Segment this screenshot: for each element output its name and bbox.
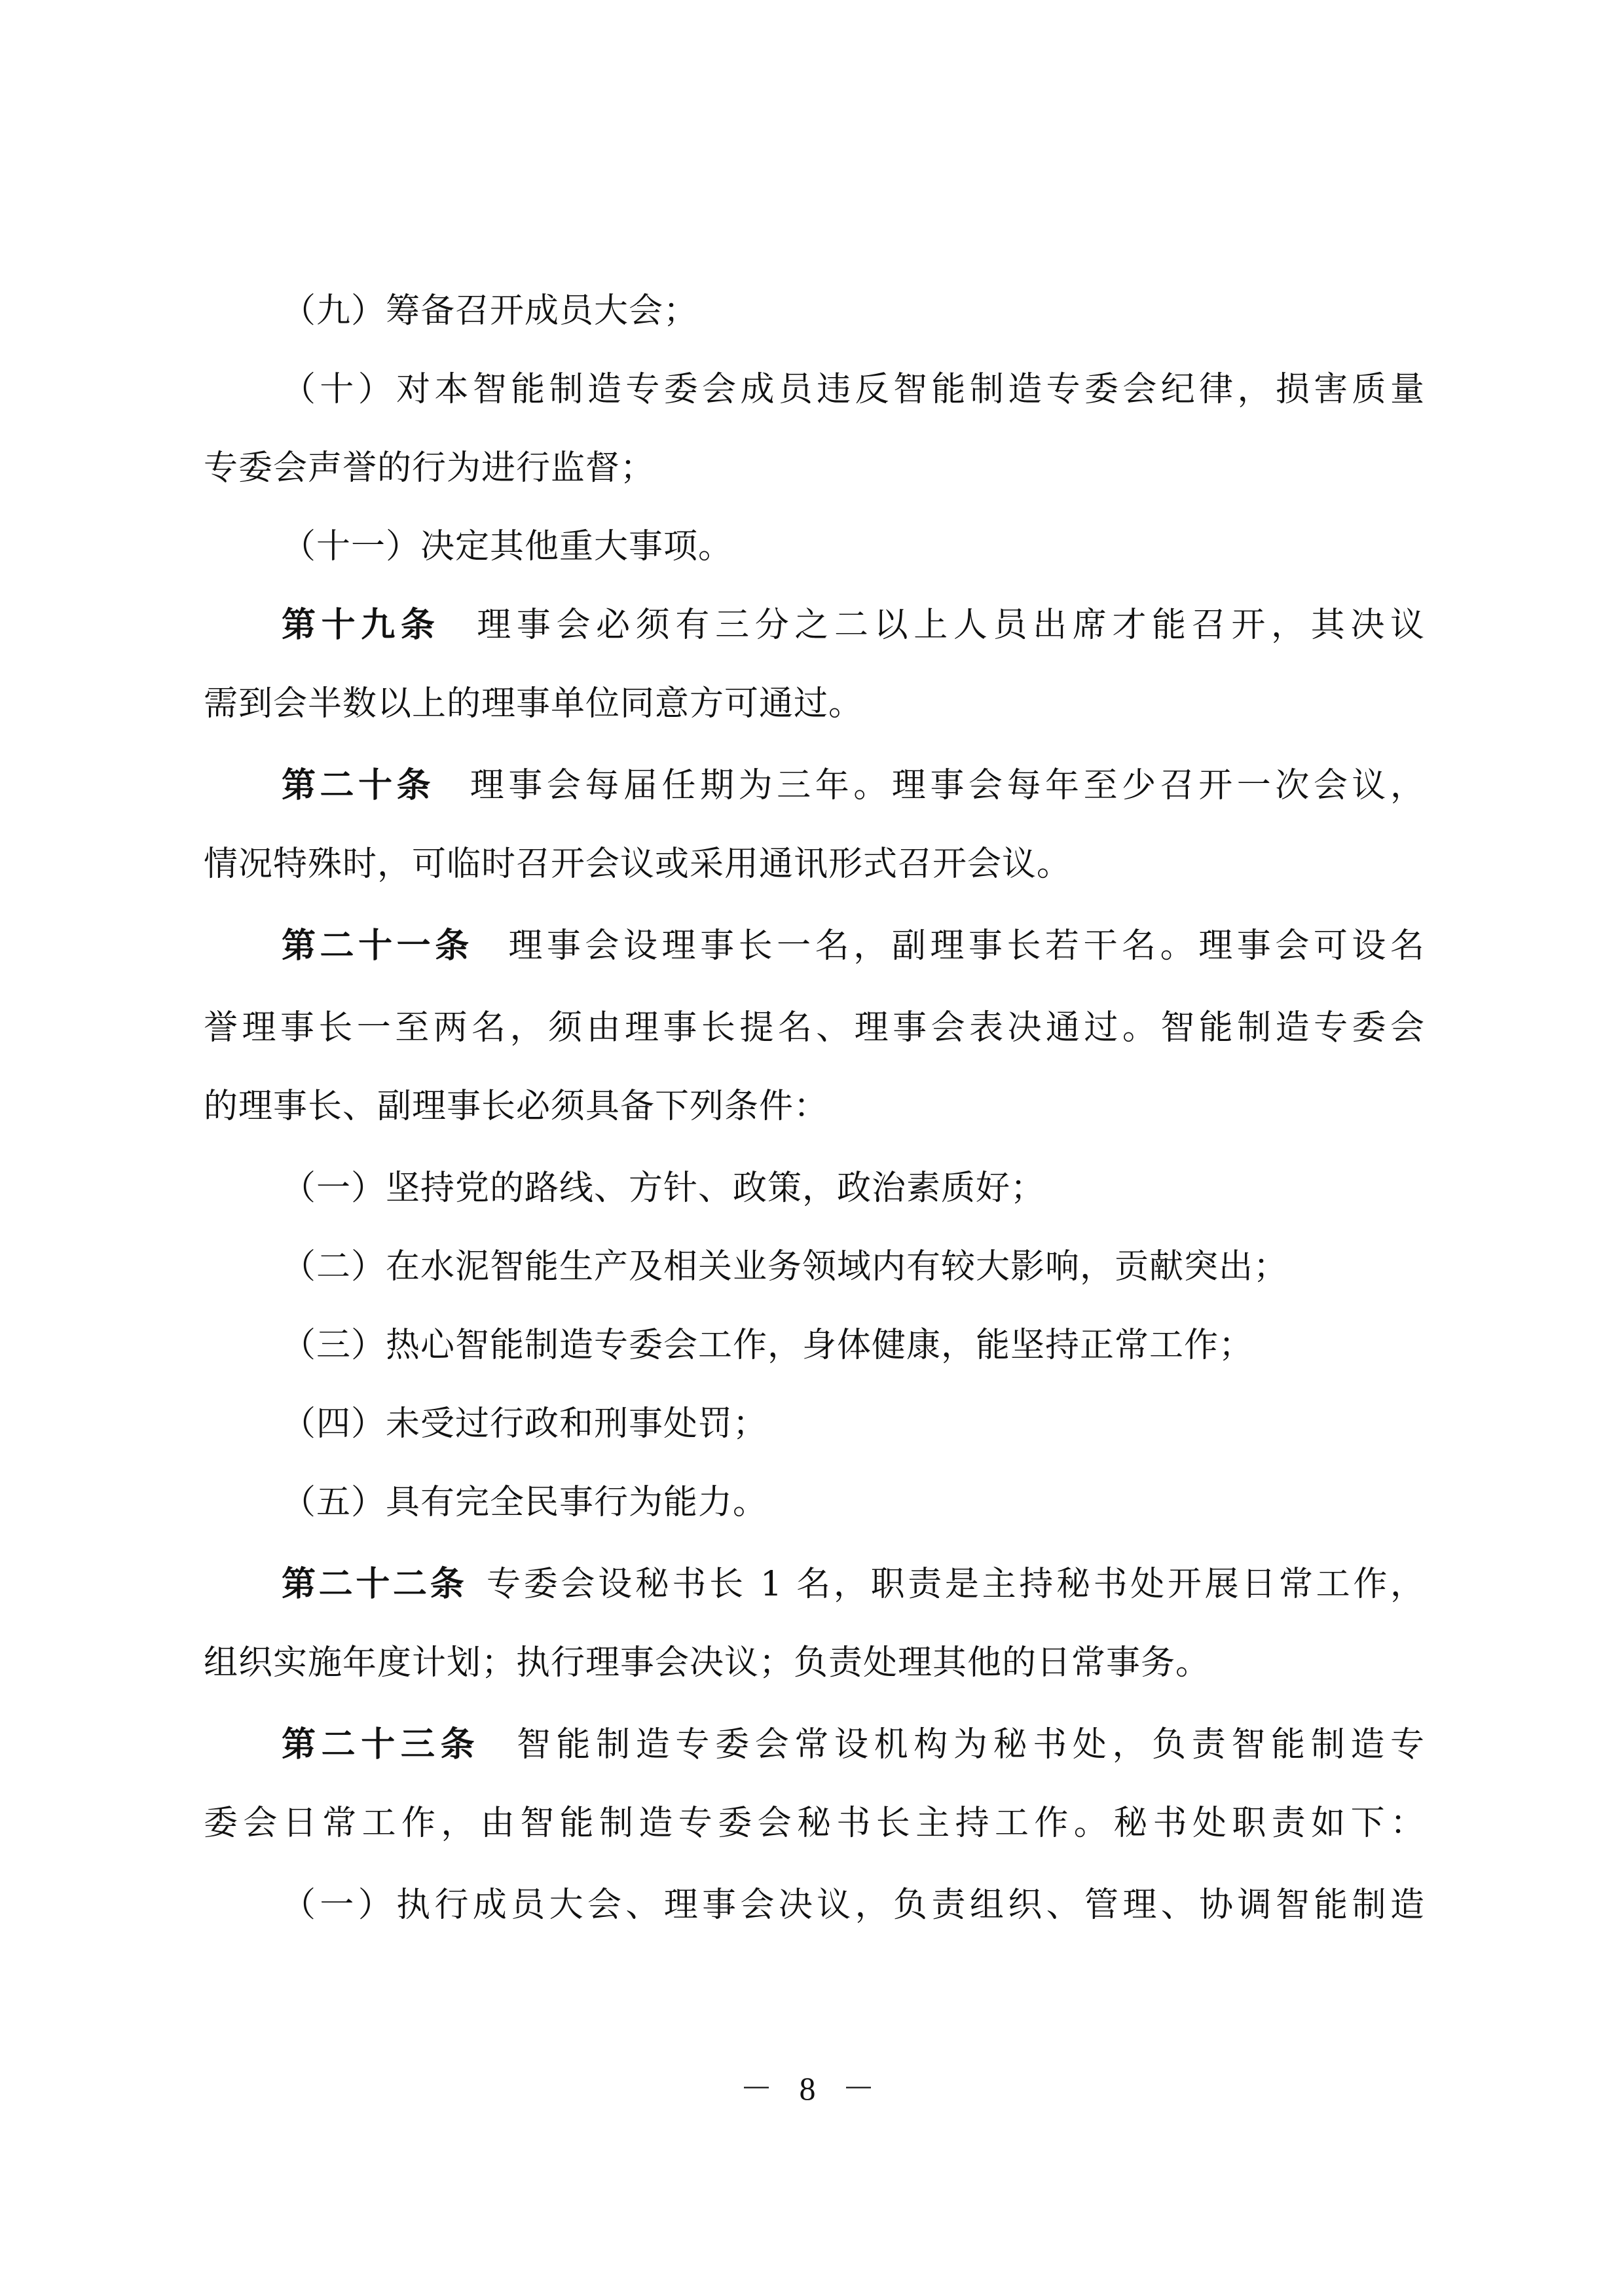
clause-10-continued bbox=[204, 432, 1425, 504]
condition-4 bbox=[282, 1388, 1425, 1460]
article-22 bbox=[282, 1548, 1425, 1620]
article-text: 委会日常工作，由智能制造专委会秘书长主持工作。秘书处职责如下： bbox=[204, 1804, 1425, 1843]
condition-1 bbox=[282, 1152, 1425, 1224]
clause-text: （十一）决定其他重大事项。 bbox=[282, 527, 733, 566]
article-20-continued bbox=[204, 828, 1425, 900]
condition-2 bbox=[282, 1231, 1425, 1303]
article-text: 智能制造专委会常设机构为秘书处，负责智能制造专 bbox=[511, 1725, 1425, 1764]
condition-text: （二）在水泥智能生产及相关业务领域内有较大影响，贡献突出； bbox=[282, 1247, 1289, 1286]
article-text: 理事会设理事长一名，副理事长若干名。理事会可设名 bbox=[504, 926, 1425, 966]
condition-5 bbox=[282, 1467, 1425, 1539]
article-21-continued-2 bbox=[204, 1070, 1425, 1142]
clause-11 bbox=[282, 511, 1425, 583]
article-heading: 第十九条 bbox=[282, 605, 441, 645]
duty-text: （一）执行成员大会、理事会决议，负责组织、管理、协调智能制造 bbox=[282, 1886, 1425, 1925]
condition-3 bbox=[282, 1309, 1425, 1381]
article-21-continued-1 bbox=[204, 992, 1425, 1064]
clause-text: （十）对本智能制造专委会成员违反智能制造专委会纪律，损害质量 bbox=[282, 370, 1425, 409]
clause-9 bbox=[282, 275, 1425, 347]
article-heading: 第二十条 bbox=[282, 765, 435, 805]
condition-text: （四）未受过行政和刑事处罚； bbox=[282, 1404, 768, 1444]
condition-text: （五）具有完全民事行为能力。 bbox=[282, 1483, 768, 1522]
article-22-continued bbox=[204, 1627, 1425, 1699]
article-20 bbox=[282, 750, 1425, 822]
page-number: － 8 － bbox=[740, 2070, 884, 2107]
article-text: 理事会必须有三分之二以上人员出席才能召开，其决议 bbox=[471, 606, 1425, 645]
article-23 bbox=[282, 1709, 1425, 1781]
article-text: 的理事长、副理事长必须具备下列条件： bbox=[204, 1087, 829, 1126]
clause-10 bbox=[282, 354, 1425, 426]
article-text: 誉理事长一至两名，须由理事长提名、理事会表决通过。智能制造专委会 bbox=[204, 1008, 1425, 1048]
condition-text: （三）热心智能制造专委会工作，身体健康，能坚持正常工作； bbox=[282, 1326, 1254, 1365]
article-text: 理事会每届任期为三年。理事会每年至少召开一次会议， bbox=[466, 766, 1425, 805]
article-text: 需到会半数以上的理事单位同意方可通过。 bbox=[204, 684, 864, 723]
article-text: 情况特殊时，可临时召开会议或采用通讯形式召开会议。 bbox=[204, 845, 1072, 884]
clause-text: （九）筹备召开成员大会； bbox=[282, 291, 699, 331]
article-heading: 第二十二条 bbox=[282, 1564, 468, 1604]
article-19-continued bbox=[204, 668, 1425, 740]
article-text: 组织实施年度计划；执行理事会决议；负责处理其他的日常事务。 bbox=[204, 1643, 1211, 1683]
duty-1 bbox=[282, 1869, 1425, 1941]
article-23-continued bbox=[204, 1787, 1425, 1859]
article-21 bbox=[282, 910, 1425, 982]
article-text: 专委会设秘书长 1 名，职责是主持秘书处开展日常工作， bbox=[484, 1565, 1425, 1604]
clause-text: 专委会声誉的行为进行监督； bbox=[204, 448, 655, 488]
condition-text: （一）坚持党的路线、方针、政策，政治素质好； bbox=[282, 1169, 1046, 1208]
article-19 bbox=[282, 589, 1425, 661]
article-heading: 第二十一条 bbox=[282, 926, 473, 966]
article-heading: 第二十三条 bbox=[282, 1724, 481, 1764]
